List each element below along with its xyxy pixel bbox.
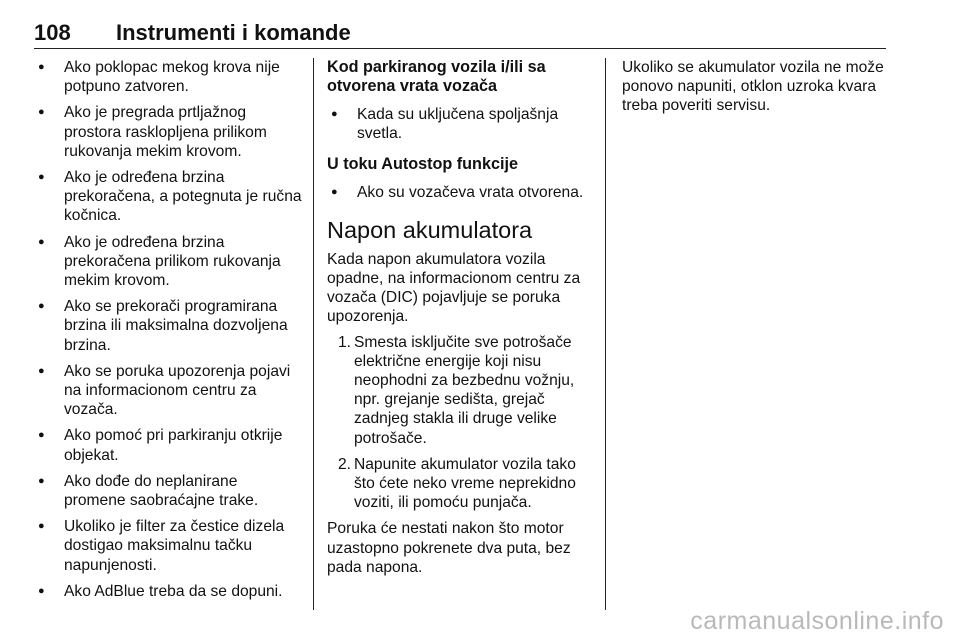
list-item: ● Ako se poruka upozorenja pojavi na informacionom centru za vozača.	[34, 362, 302, 420]
list-item: ● Ako se prekorači programirana brzina ili maksimalna dozvoljena brzina.	[34, 297, 302, 355]
step-number: 2.	[338, 455, 352, 473]
battery-steps-list	[327, 333, 597, 513]
step-item	[327, 333, 597, 448]
battery-service-text: Ukoliko se akumulator vozila ne može ponovo napuniti, otklon uzroka kvara treba poveriti servisu.	[622, 59, 884, 115]
step-text: Smesta isključite sve potrošače električne energije koji nisu neophodni za bezbednu vožnju, npr. grejanje sedišta, grejač zadnjeg stakla ili druge velike potrošače.	[354, 333, 575, 447]
list-item: ● Ako poklopac mekog krova nije potpuno zatvoren.	[34, 58, 302, 96]
parked-vehicle-list	[327, 105, 597, 143]
battery-intro-text: Kada napon akumulatora vozila opadne, na informacionom centru za vozača (DIC) pojavljuje se poruka upozorenja.	[327, 250, 581, 326]
step-text: Napunite akumulator vozila tako što ćete neko vreme neprekidno voziti, ili pomoću punjača.	[354, 455, 576, 512]
autostop-heading: U toku Autostop funkcije	[327, 155, 518, 174]
step-item	[327, 455, 597, 513]
watermark-text: carmanualsonline.info	[690, 607, 944, 635]
column-left	[34, 58, 302, 608]
list-item: ● Kada su uključena spoljašnja svetla.	[327, 105, 597, 143]
page-header	[34, 14, 886, 49]
list-item: ● Ako dođe do neplanirane promene saobraćajne trake.	[34, 472, 302, 510]
list-item: ● Ako je određena brzina prekoračena prilikom rukovanja mekim krovom.	[34, 233, 302, 291]
list-item: ● Ukoliko je filter za čestice dizela dostigao maksimalnu tačku napunjenosti.	[34, 517, 302, 575]
battery-closing-text: Poruka će nestati nakon što motor uzastopno pokrenete dva puta, bez pada napona.	[327, 520, 571, 576]
list-item: ● Ako pomoć pri parkiranju otkrije objekat.	[34, 426, 302, 464]
column-right	[622, 58, 892, 122]
warning-conditions-list	[34, 58, 302, 601]
list-item: ● Ako su vozačeva vrata otvorena.	[327, 183, 597, 202]
list-item: ● Ako AdBlue treba da se dopuni.	[34, 582, 302, 601]
parked-vehicle-heading: Kod parkiranog vozila i/ili sa otvorena vrata vozača	[327, 58, 546, 96]
step-number: 1.	[338, 333, 352, 351]
page-title: Instrumenti i komande	[116, 20, 351, 45]
autostop-list	[327, 183, 597, 202]
column-divider	[313, 58, 314, 610]
list-item: ● Ako je određena brzina prekoračena, a potegnuta je ručna kočnica.	[34, 168, 302, 226]
list-item: ● Ako je pregrada prtljažnog prostora rasklopljena prilikom rukovanja mekim krovom.	[34, 103, 302, 161]
page-number: 108	[34, 20, 71, 45]
column-divider	[605, 58, 606, 610]
battery-voltage-title: Napon akumulatora	[327, 216, 533, 243]
column-middle	[327, 58, 597, 583]
